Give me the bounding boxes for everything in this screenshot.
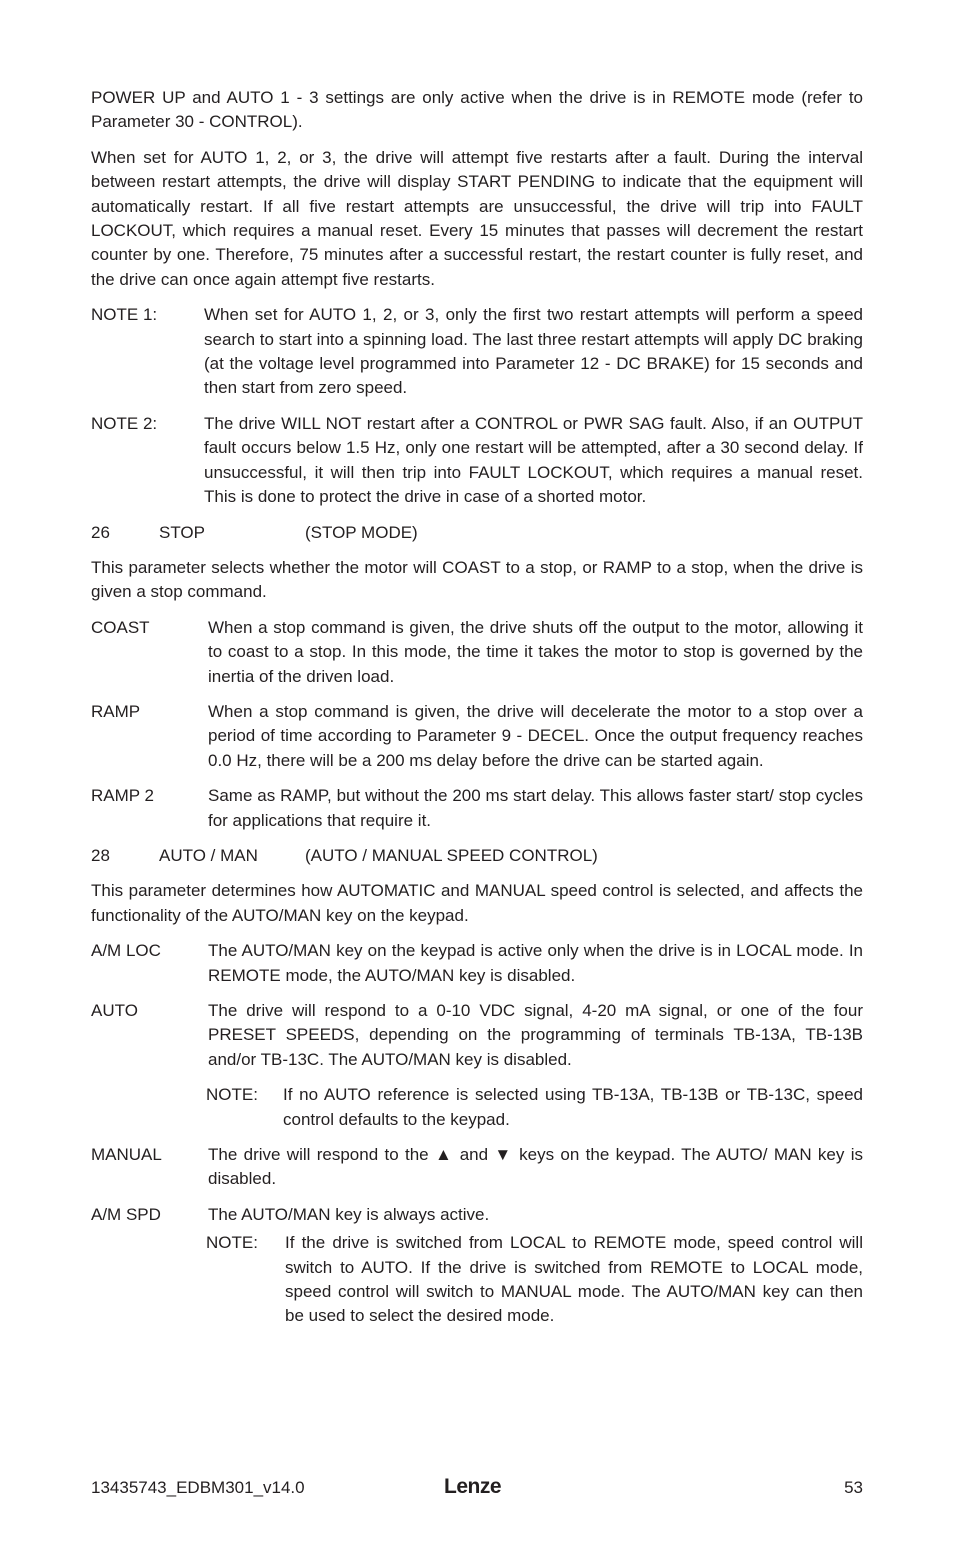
- option-am-spd-note: [206, 1231, 863, 1329]
- note-1: [91, 303, 863, 401]
- option-text: When a stop command is given, the drive shuts off the output to the motor, allowing it to coast to a stop. In this mode, the time it takes the motor to stop is governed by the inertia of the driven load.: [208, 617, 863, 686]
- param-name: STOP: [159, 522, 205, 542]
- note-text: The drive WILL NOT restart after a CONTROL or PWR SAG fault. Also, if an OUTPUT fault occurs below 1.5 Hz, only one restart will be attempted, after a 30 second delay. If unsuccessful, it will then trip into FAULT LOCKOUT, which requires a manual reset. This is done to protect the drive in case of a shorted motor.: [204, 413, 863, 507]
- option-label: RAMP 2: [91, 786, 154, 806]
- option-text: The AUTO/MAN key on the keypad is active only when the drive is in LOCAL mode. In REMOTE mode, the AUTO/MAN key is disabled.: [208, 941, 863, 985]
- option-text: Same as RAMP, but without the 200 ms start delay. This allows faster start/ stop cycles for applications that require it.: [208, 786, 863, 830]
- option-ramp: [91, 700, 863, 773]
- option-text: The AUTO/MAN key is always active.: [208, 1204, 490, 1224]
- document-id: 13435743_EDBM301_v14.0: [91, 1478, 305, 1497]
- option-ramp-2: [91, 784, 863, 833]
- param-28-heading: [91, 844, 863, 868]
- note-label: NOTE 1:: [91, 305, 158, 325]
- note-label: NOTE 2:: [91, 413, 158, 433]
- option-manual: [91, 1143, 863, 1192]
- page-number: 53: [844, 1478, 863, 1497]
- option-auto-note: [206, 1083, 863, 1132]
- note-label: NOTE:: [206, 1233, 258, 1253]
- option-label: COAST: [91, 617, 150, 637]
- option-text: When a stop command is given, the drive will decelerate the motor to a stop over a period of time according to Parameter 9 - DECEL. Once the output frequency reaches 0.0 Hz, there will be a 200 ms delay before the drive can be started again.: [208, 701, 863, 770]
- param-28-intro: This parameter determines how AUTOMATIC and MANUAL speed control is selected, and affects the functionality of the AUTO/MAN key on the keypad.: [91, 881, 863, 925]
- note-2: [91, 412, 863, 510]
- intro-paragraph-1: POWER UP and AUTO 1 - 3 settings are only active when the drive is in REMOTE mode (refer to Parameter 30 - CONTROL).: [91, 88, 863, 132]
- page-body: [91, 86, 863, 1340]
- option-coast: [91, 616, 863, 689]
- option-label: RAMP: [91, 701, 141, 721]
- note-label: NOTE:: [206, 1085, 258, 1105]
- option-am-spd: [91, 1203, 863, 1227]
- lenze-logo: Lenze: [444, 1475, 502, 1498]
- param-description: (AUTO / MANUAL SPEED CONTROL): [305, 845, 598, 865]
- option-label: AUTO: [91, 1001, 138, 1020]
- option-label: A/M LOC: [91, 941, 161, 961]
- option-label: MANUAL: [91, 1145, 162, 1165]
- param-26-intro: This parameter selects whether the motor will COAST to a stop, or RAMP to a stop, when the drive is given a stop command.: [91, 557, 863, 602]
- intro-paragraph-2: When set for AUTO 1, 2, or 3, the drive will attempt five restarts after a fault. During the interval between restart attempts, the drive will display START PENDING to indicate that the equipment will automatically restart. If all five restart attempts are unsuccessful, the drive will trip into FAULT LOCKOUT, which requires a manual reset. Every 15 minutes that passes will decrement the restart counter by one. Therefore, 75 minutes after a successful restart, the restart counter is fully reset, and the drive can once again attempt five restarts.: [91, 147, 863, 289]
- note-text: If no AUTO reference is selected using TB-13A, TB-13B or TB-13C, speed control defaults to the keypad.: [283, 1085, 863, 1129]
- param-number: 28: [91, 845, 110, 865]
- page-footer: [91, 1476, 863, 1502]
- option-text: The drive will respond to the ▲ and ▼ keys on the keypad. The AUTO/ MAN key is disabled.: [208, 1145, 863, 1189]
- option-label: A/M SPD: [91, 1204, 161, 1224]
- param-name: AUTO / MAN: [159, 845, 258, 865]
- option-am-loc: [91, 939, 863, 988]
- option-text: The drive will respond to a 0-10 VDC signal, 4-20 mA signal, or one of the four PRESET SPEEDS, depending on the programming of terminals TB-13A, TB-13B and/or TB-13C. The AUTO/MAN key is disabled.: [208, 1001, 863, 1069]
- note-text: If the drive is switched from LOCAL to REMOTE mode, speed control will switch to AUTO. If the drive is switched from REMOTE to LOCAL mode, speed control will switch to MANUAL mode. The AUTO/MAN key can then be used to select the desired mode.: [285, 1233, 863, 1326]
- param-description: (STOP MODE): [305, 522, 418, 542]
- param-number: 26: [91, 522, 110, 542]
- param-26-heading: [91, 521, 863, 545]
- option-auto: [91, 999, 863, 1072]
- note-text: When set for AUTO 1, 2, or 3, only the first two restart attempts will perform a speed search to start into a spinning load. The last three restart attempts will apply DC braking (at the voltage level programmed into Parameter 12 - DC BRAKE) for 15 seconds and then start from zero speed.: [204, 305, 863, 398]
